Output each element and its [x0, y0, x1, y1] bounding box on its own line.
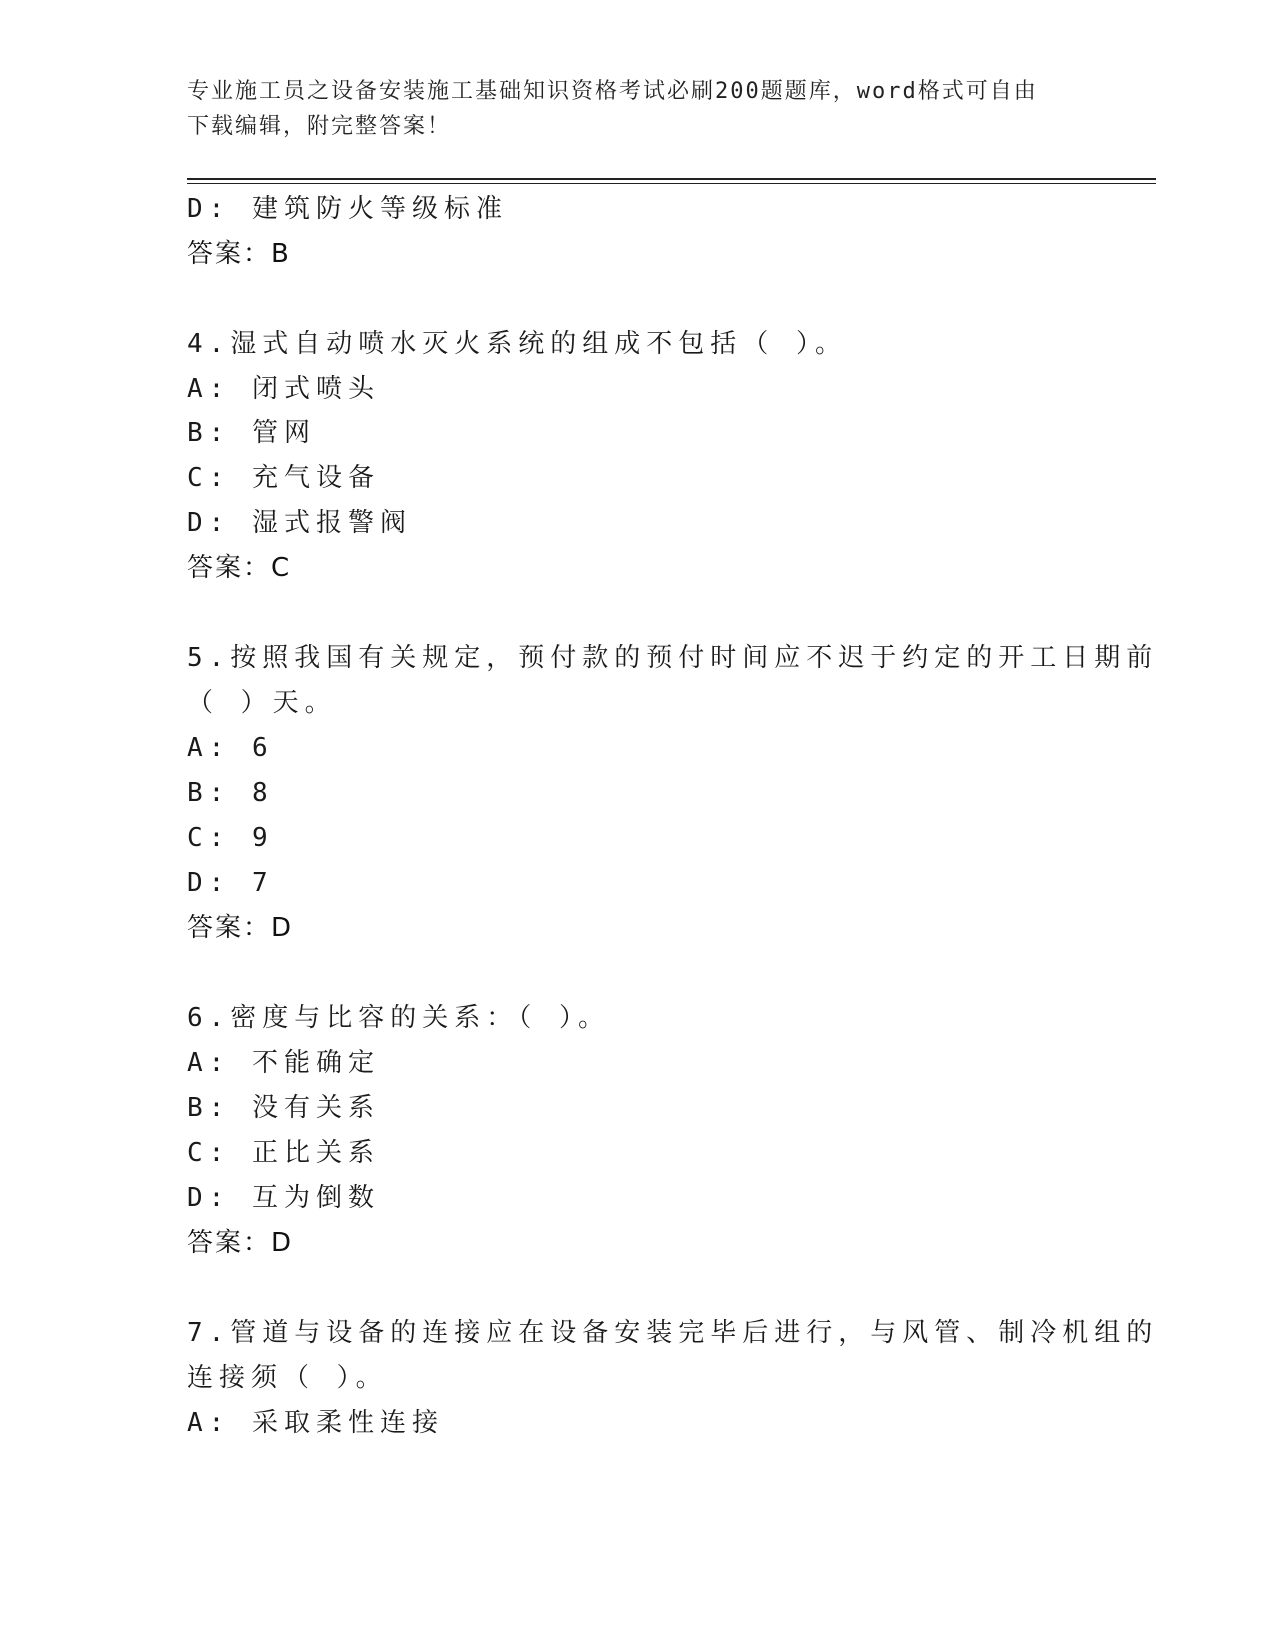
q6-option-c: C: 正比关系: [187, 1138, 380, 1168]
q6-stem: 6.密度与比容的关系：（ ）。: [187, 1003, 610, 1033]
q4-option-b: B: 管网: [187, 418, 316, 448]
q5-option-c: C: 9: [187, 823, 274, 853]
q4-stem: 4.湿式自动喷水灭火系统的组成不包括（ ）。: [187, 329, 847, 359]
q5-answer: 答案：D: [187, 913, 294, 943]
q6-option-a: A: 不能确定: [187, 1048, 380, 1078]
document-header: [187, 74, 1067, 144]
q7-stem-line2: 连接须（ ）。: [187, 1363, 388, 1393]
q3-answer: 答案：B: [187, 239, 291, 269]
q4-option-a: A: 闭式喷头: [187, 374, 380, 404]
q6-option-b: B: 没有关系: [187, 1093, 380, 1123]
header-divider-thick: [187, 178, 1156, 180]
q4-option-d: D: 湿式报警阀: [187, 508, 412, 538]
q6-answer: 答案：D: [187, 1228, 294, 1258]
header-divider-thin: [187, 183, 1156, 184]
q5-stem-line2: （ ）天。: [187, 688, 337, 718]
q4-option-c: C: 充气设备: [187, 463, 380, 493]
q5-stem-line1: 5.按照我国有关规定，预付款的预付时间应不迟于约定的开工日期前: [187, 643, 1159, 673]
header-title-line1: 专业施工员之设备安装施工基础知识资格考试必刷200题题库，word格式可自由: [187, 79, 1038, 104]
q4-answer: 答案：C: [187, 553, 292, 583]
q7-stem-line1: 7.管道与设备的连接应在设备安装完毕后进行，与风管、制冷机组的: [187, 1318, 1159, 1348]
header-title-line2: 下载编辑，附完整答案！: [187, 114, 452, 139]
q6-option-d: D: 互为倒数: [187, 1183, 380, 1213]
q5-option-b: B: 8: [187, 778, 274, 808]
q3-option-d: D: 建筑防火等级标准: [187, 194, 508, 224]
q7-option-a: A: 采取柔性连接: [187, 1408, 444, 1438]
q5-option-a: A: 6: [187, 733, 274, 763]
q5-option-d: D: 7: [187, 868, 274, 898]
